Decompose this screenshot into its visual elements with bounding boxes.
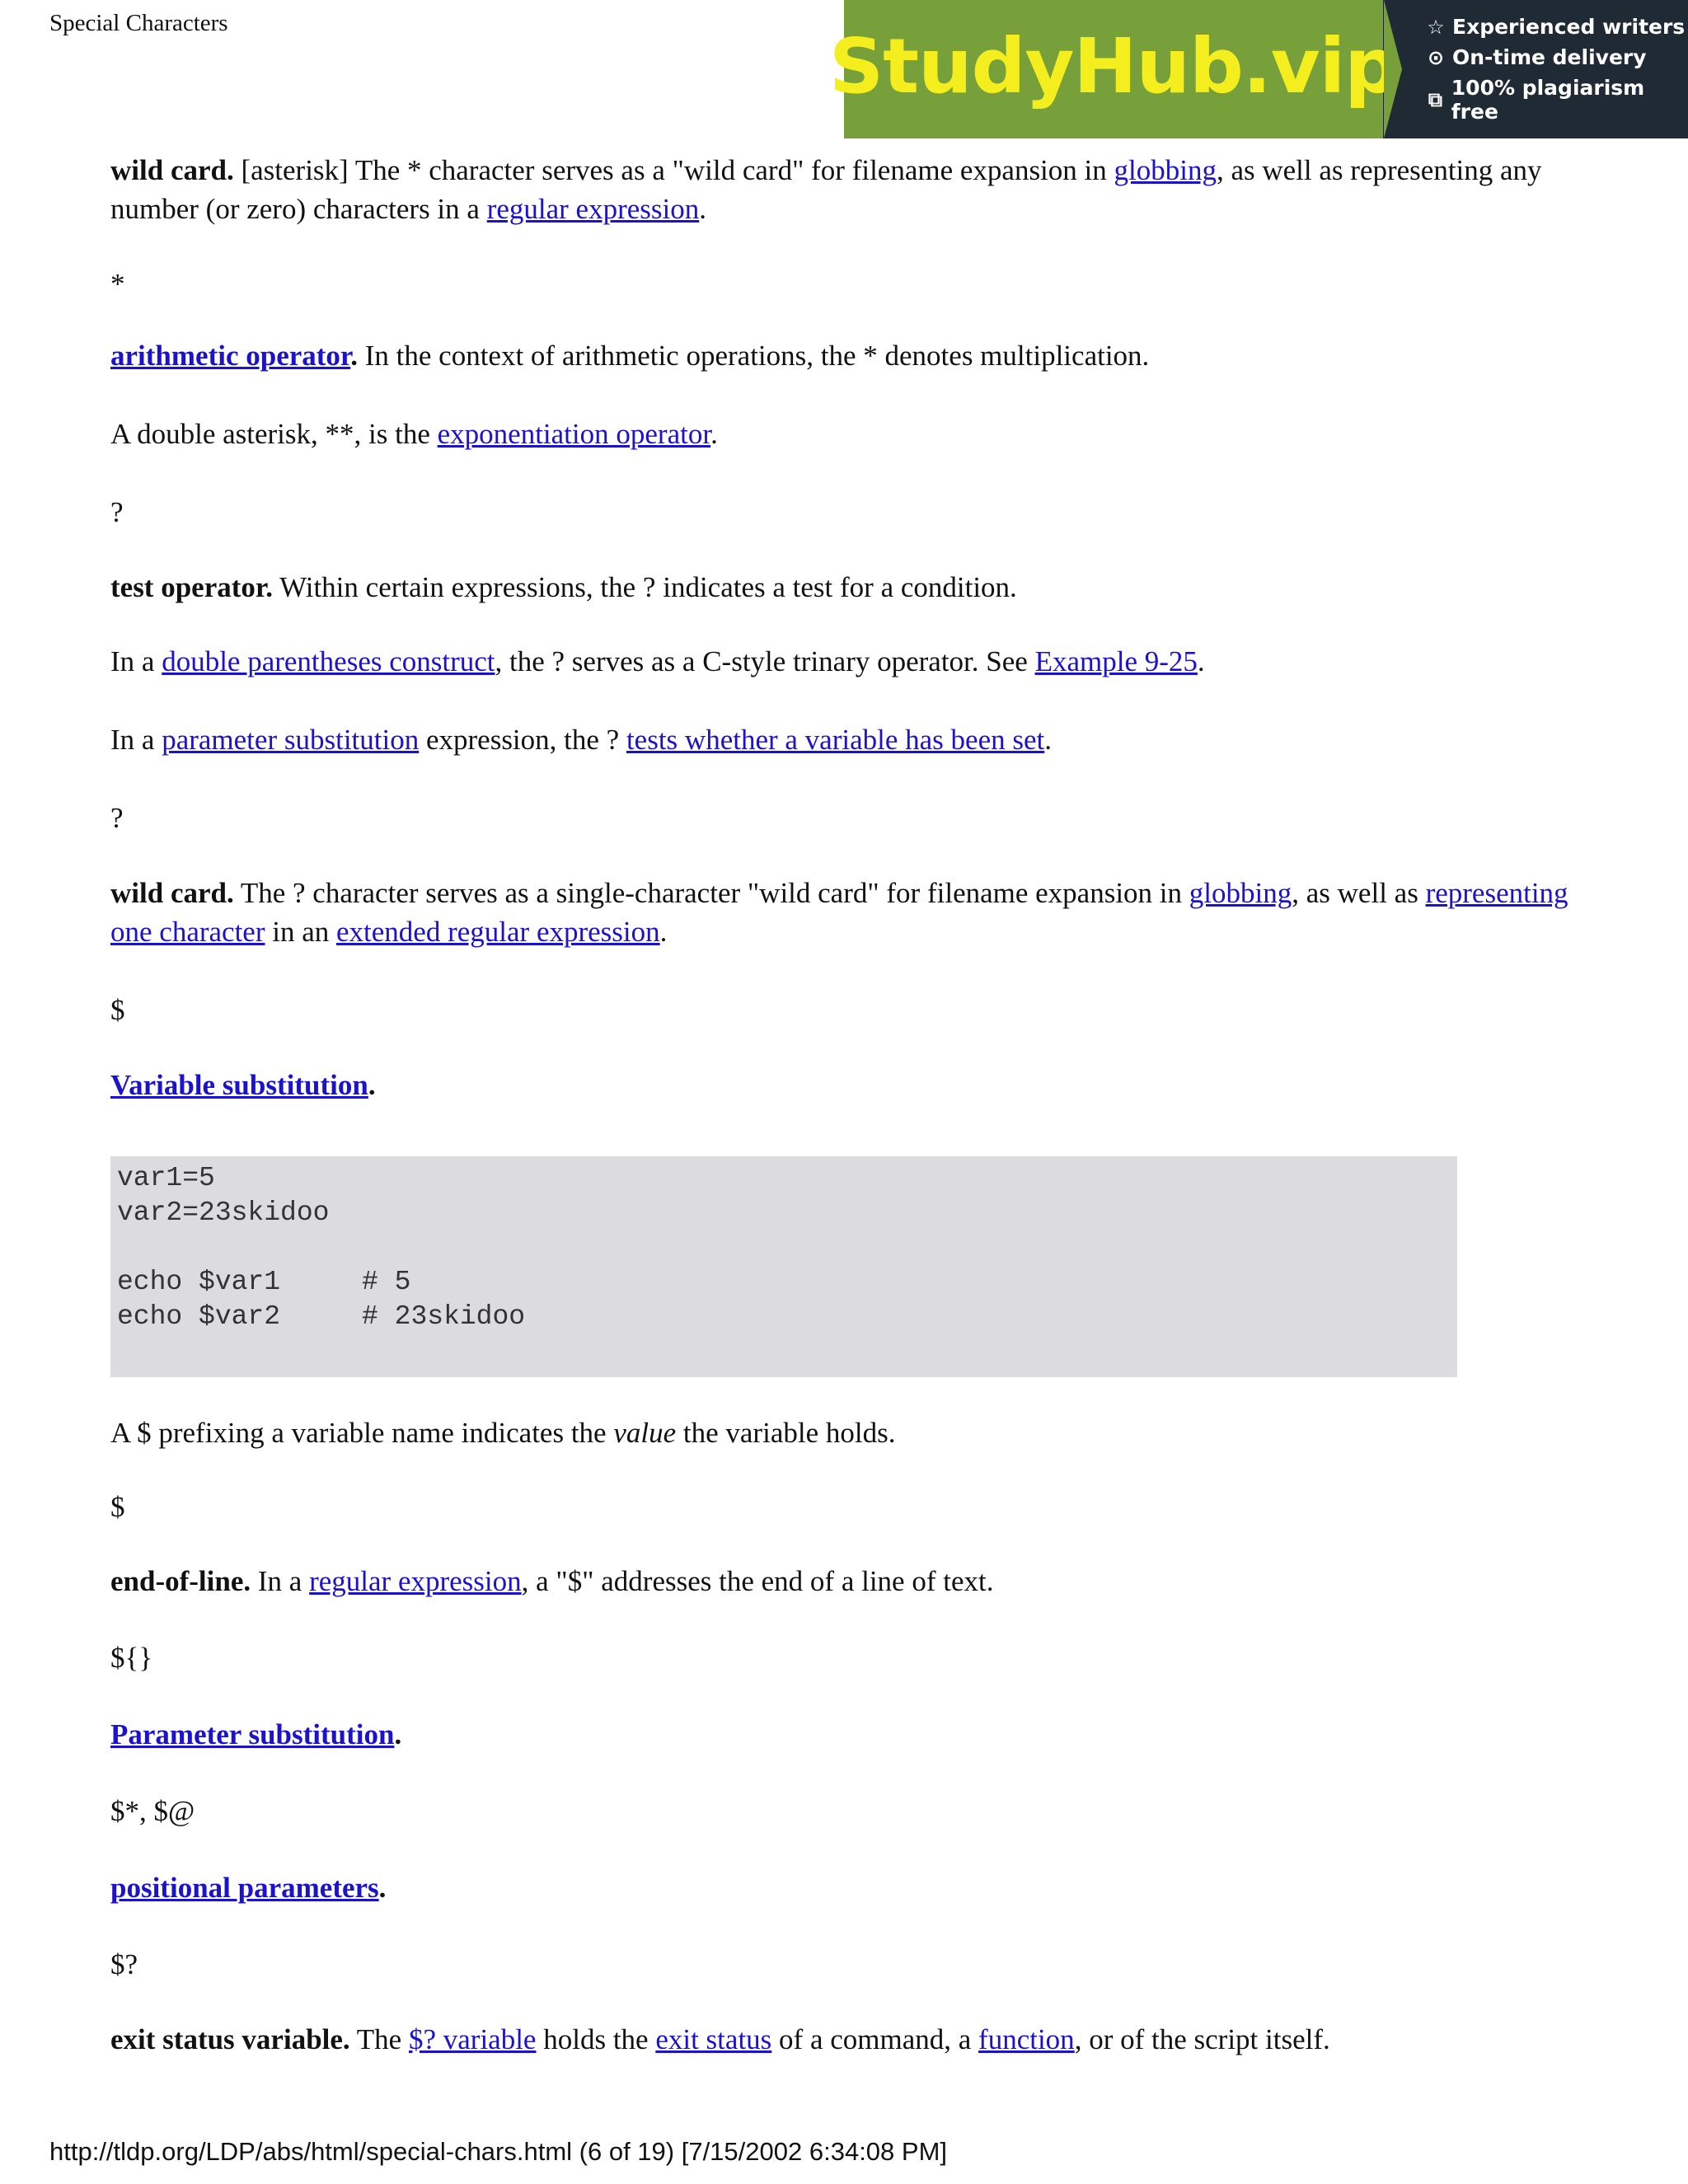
- feature-experienced-writers: [1424, 15, 1688, 39]
- link-parameter-substitution[interactable]: parameter substitution: [162, 724, 420, 756]
- exit-status-paragraph: exit status variable. The $? variable holds the exit status of a command, a function, or of the script itself.: [110, 2023, 1330, 2055]
- symbol-positional: $*, $@: [110, 1795, 195, 1827]
- wildcard-asterisk-paragraph: wild card. [asterisk] The * character serves as a "wild card" for filename expansion in globbing, as well as representing any number (or zero) characters in a regular expression.: [110, 154, 1542, 225]
- feature-label: On-time delivery: [1452, 45, 1647, 69]
- star-outline-icon: ☆: [1427, 15, 1445, 39]
- wildcard-question-paragraph: wild card. The ? character serves as a single-character "wild card" for filename expansion in globbing, as well as representing one character in an extended regular expression.: [110, 877, 1568, 948]
- symbol-dollar: $: [110, 994, 125, 1026]
- link-representing-one-character[interactable]: representing one character: [110, 877, 1568, 948]
- end-of-line-paragraph: end-of-line. In a regular expression, a "$" addresses the end of a line of text.: [110, 1565, 994, 1597]
- link-double-parentheses-construct[interactable]: double parentheses construct: [162, 645, 495, 677]
- banner-logo[interactable]: [828, 0, 1399, 138]
- page-footer-url: http://tldp.org/LDP/abs/html/special-chars.html (6 of 19) [7/15/2002 6:34:08 PM]: [49, 2137, 948, 2166]
- link-function[interactable]: function: [978, 2023, 1075, 2055]
- term-exit-status-variable: exit status variable.: [110, 2023, 350, 2055]
- symbol-dollar-2: $: [110, 1491, 125, 1523]
- link-globbing-2[interactable]: globbing: [1189, 877, 1292, 909]
- variable-substitution-paragraph: Variable substitution.: [110, 1069, 376, 1101]
- term-end-of-line: end-of-line.: [110, 1565, 251, 1597]
- link-positional-parameters[interactable]: positional parameters: [110, 1872, 379, 1904]
- clock-icon: ⊙: [1427, 45, 1445, 69]
- page-header-title: Special Characters: [49, 10, 228, 36]
- dollar-prefix-paragraph: A $ prefixing a variable name indicates the value the variable holds.: [110, 1417, 896, 1449]
- link-regular-expression[interactable]: regular expression: [486, 193, 700, 225]
- feature-plagiarism-free: [1424, 76, 1688, 124]
- link-exit-status[interactable]: exit status: [655, 2023, 772, 2055]
- link-example-9-25[interactable]: Example 9-25: [1034, 645, 1198, 677]
- ad-banner[interactable]: [828, 0, 1688, 138]
- test-operator-paragraph: test operator. Within certain expressions, the ? indicates a test for a condition.: [110, 571, 1017, 603]
- feature-on-time-delivery: [1424, 45, 1688, 69]
- term-wild-card: wild card.: [110, 154, 234, 186]
- document-content: [110, 151, 1594, 1104]
- link-exit-status-variable[interactable]: $? variable: [408, 2023, 537, 2055]
- double-parentheses-paragraph: In a double parentheses construct, the ? serves as a C-style trinary operator. See Example 9-25.: [110, 645, 1205, 677]
- banner-logo-text: StudyHub.vip: [828, 21, 1399, 110]
- link-parameter-substitution-2[interactable]: Parameter substitution: [110, 1718, 395, 1750]
- copy-icon: ⧉: [1428, 88, 1442, 111]
- banner-features: [1383, 0, 1688, 138]
- link-variable-substitution[interactable]: Variable substitution: [110, 1069, 368, 1101]
- emphasis-value: value: [613, 1417, 677, 1449]
- link-globbing[interactable]: globbing: [1114, 154, 1217, 186]
- symbol-exit-status: $?: [110, 1948, 138, 1980]
- link-exponentiation-operator[interactable]: exponentiation operator: [437, 418, 711, 450]
- positional-parameters-heading: positional parameters.: [110, 1872, 387, 1904]
- parameter-substitution-paragraph: In a parameter substitution expression, the ? tests whether a variable has been set.: [110, 724, 1052, 756]
- symbol-asterisk: *: [110, 268, 125, 300]
- code-block: var1=5 var2=23skidoo echo $var1 # 5 echo $var2 # 23skidoo: [110, 1156, 1457, 1377]
- link-regular-expression-2[interactable]: regular expression: [309, 1565, 522, 1597]
- symbol-dollar-braces: ${}: [110, 1642, 153, 1674]
- feature-label: Experienced writers: [1452, 15, 1686, 39]
- document-content-lower: [110, 1413, 1594, 2059]
- arithmetic-operator-paragraph: arithmetic operator. In the context of arithmetic operations, the * denotes multiplication.: [110, 340, 1150, 372]
- link-arithmetic-operator[interactable]: arithmetic operator: [110, 340, 351, 372]
- feature-label: 100% plagiarism free: [1451, 76, 1645, 124]
- symbol-question-mark: ?: [110, 496, 124, 528]
- link-extended-regular-expression[interactable]: extended regular expression: [336, 916, 660, 948]
- term-test-operator: test operator.: [110, 571, 273, 603]
- term-wild-card-2: wild card.: [110, 877, 234, 909]
- exponentiation-paragraph: A double asterisk, **, is the exponentiation operator.: [110, 418, 718, 450]
- parameter-substitution-heading: Parameter substitution.: [110, 1718, 402, 1750]
- symbol-question-mark-2: ?: [110, 802, 124, 834]
- link-tests-variable-set[interactable]: tests whether a variable has been set: [626, 724, 1045, 756]
